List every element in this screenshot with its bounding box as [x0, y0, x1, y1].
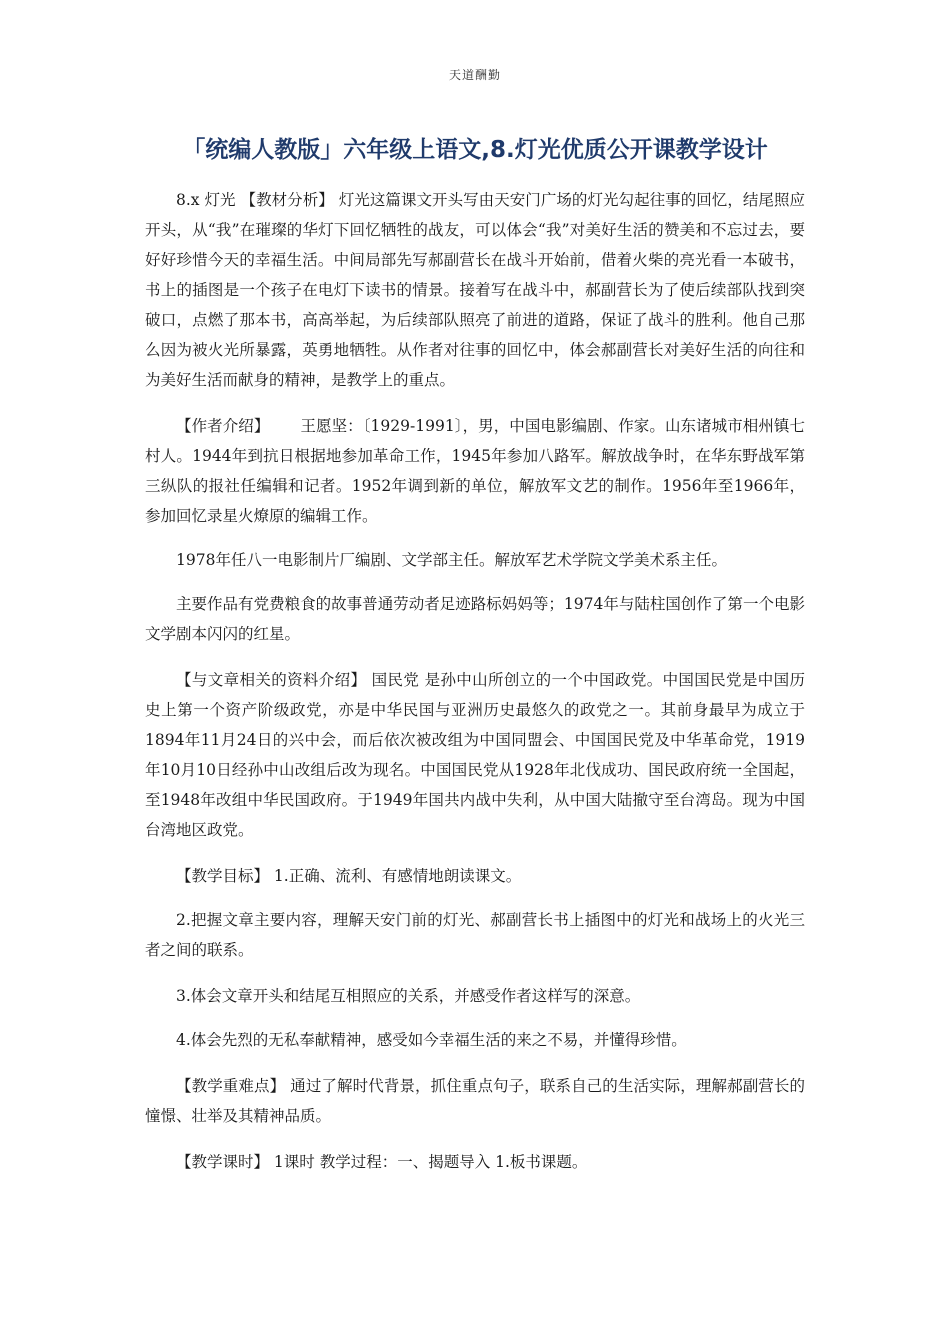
paragraph-author-intro	[145, 411, 805, 531]
paragraph-related-material: 【与文章相关的资料介绍】 国民党 是孙中山所创立的一个中国政党。中国国民党是中国历史上第一个资产阶级政党，亦是中华民国与亚洲历史最悠久的政党之一。其前身最早为成立于1894年11月24日的兴中会，而后依次被改组为中国同盟会、中国国民党及中华革命党，1919年10月10日经孙中山改组后改为现名。中国国民党从1928年北伐成功、国民政府统一全国起，至1948年改组中华民国政府。于1949年国共内战中失利，从中国大陆撤守至台湾岛。现为中国台湾地区政党。	[145, 671, 805, 839]
paragraph-key-difficulties: 【教学重难点】 通过了解时代背景，抓住重点句子，联系自己的生活实际，理解郝副营长的憧憬、壮举及其精神品质。	[145, 1077, 805, 1125]
paragraph-author-career: 1978年任八一电影制片厂编剧、文学部主任。解放军艺术学院文学美术系主任。	[176, 551, 727, 569]
paragraph-class-hours: 【教学课时】 1课时 教学过程：一、揭题导入 1.板书课题。	[176, 1153, 588, 1171]
document-title: 「统编人教版」六年级上语文,8.灯光优质公开课教学设计	[182, 137, 768, 163]
page-header: 天道酬勤	[448, 68, 501, 82]
paragraph-main-works: 主要作品有党费粮食的故事普通劳动者足迹路标妈妈等；1974年与陆柱国创作了第一个电影文学剧本闪闪的红星。	[145, 595, 805, 643]
paragraph-textbook-analysis: 8.x 灯光 【教材分析】 灯光这篇课文开头写由天安门广场的灯光勾起往事的回忆，结尾照应开头，从“我”在璀璨的华灯下回忆牺牲的战友，可以体会“我”对美好生活的赞美和不忘过去，要好好珍惜今天的幸福生活。中间局部先写郝副营长在战斗开始前，借着火柴的亮光看一本破书，书上的插图是一个孩子在电灯下读书的情景。接着写在战斗中，郝副营长为了使后续部队找到突破口，点燃了那本书，高高举起，为后续部队照亮了前进的道路，保证了战斗的胜利。他自己那么因为被火光所暴露，英勇地牺牲。从作者对往事的回忆中，体会郝副营长对美好生活的向往和为美好生活而献身的精神，是教学上的重点。	[145, 191, 805, 389]
author-intro-label: 【作者介绍】	[176, 417, 270, 435]
author-intro-text: 王愿坚：〔1929-1991〕，男，中国电影编剧、作家。山东诸城市相州镇七村人。1944年到抗日根据地参加革命工作，1945年参加八路军。解放战争时，在华东野战军第三纵队的报社任编辑和记者。1952年调到新的单位，解放军文艺的制作。1956年至1966年，参加回忆录星火燎原的编辑工作。	[145, 417, 805, 525]
document-body	[145, 185, 805, 1193]
paragraph-teaching-goal-2: 2.把握文章主要内容，理解天安门前的灯光、郝副营长书上插图中的灯光和战场上的火光三者之间的联系。	[145, 911, 805, 959]
paragraph-teaching-goal-1: 【教学目标】 1.正确、流利、有感情地朗读课文。	[176, 867, 522, 885]
paragraph-teaching-goal-4: 4.体会先烈的无私奉献精神，感受如今幸福生活的来之不易，并懂得珍惜。	[176, 1031, 687, 1049]
paragraph-teaching-goal-3: 3.体会文章开头和结尾互相照应的关系，并感受作者这样写的深意。	[176, 987, 641, 1005]
